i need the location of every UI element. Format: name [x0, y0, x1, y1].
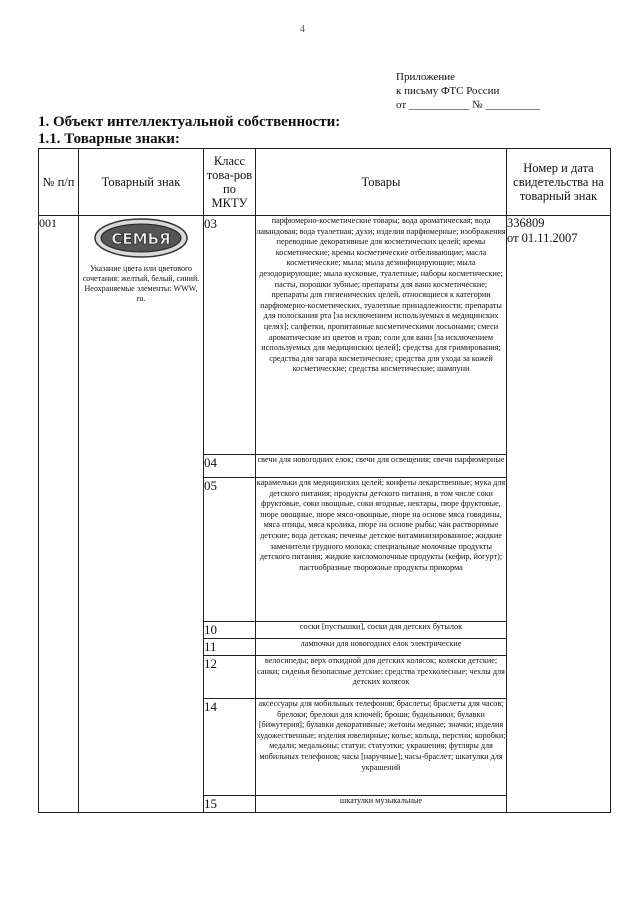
goods-cell: свечи для новогодних елок; свечи для освещения; свечи парфюмерные	[256, 455, 507, 478]
header-class: Класс това-ров по МКТУ	[204, 149, 256, 216]
page-number: 4	[300, 24, 305, 35]
header-certificate: Номер и дата свидетельства на товарный знак	[507, 149, 611, 216]
header-goods: Товары	[256, 149, 507, 216]
goods-cell: шкатулки музыкальные	[256, 796, 507, 813]
certificate-cell	[507, 216, 611, 813]
class-cell: 10	[204, 622, 256, 639]
header-number: № п/п	[39, 149, 79, 216]
certificate-number: 336809	[507, 216, 545, 230]
class-cell: 03	[204, 216, 256, 455]
goods-cell: парфюмерно-косметические товары; вода ароматическая; вода лавандовая; вода туалетная; духи; изделия парфюмерные; изображения переводные декоративные для косметических целей; кремы косметические; кремы косметические отбеливающие; масла косметические; мыла; мыла дезинфицирующие; мыла дезодорирующие; мыла кусковые, туалетные; наборы косметические; пасты, порошки зубные; препараты для ванн косметические; препараты для гигиенических целей, относящиеся к категории парфюмерно-косметических, туалетные принадлежности; препараты для полоскания рта [за исключением используемых в медицинских целях]; салфетки, пропитанные косметическими лосьонами; смеси ароматические из цветов и трав; соли для ванн [за исключением используемых для медицинских целей]; средства для гримирования; средства для загара косметические; средства для ухода за кожей косметические; средства косметические; шампуни	[256, 216, 507, 455]
certificate-date: от 01.11.2007	[507, 231, 578, 245]
appendix-block	[396, 70, 540, 112]
table-header-row	[39, 149, 611, 216]
subsection-heading: 1.1. Товарные знаки:	[38, 131, 180, 147]
goods-cell: лампочки для новогодних елок электрические	[256, 639, 507, 656]
class-cell: 12	[204, 656, 256, 699]
goods-cell: велосипеды; верх откидной для детских колясок; коляски детские; санки; сиденья безопасные детские; средства трехколесные; чехлы для детских колясок	[256, 656, 507, 699]
class-cell: 11	[204, 639, 256, 656]
trademark-cell	[79, 216, 204, 813]
goods-cell: карамельки для медицинских целей; конфеты лекарственные; мука для детского питания; продукты детского питания, в том числе соки фруктовые, соки овощные, соки ягодные, нектары, пюре фруктовые, пюре овощные, пюре мясо-овощные, пюре на основе мяса говядины, мяса птицы, мяса кролика, пюре на основе рыбы; чаи растворимые детские; вода детская; печенье детское витаминизированное; жидкие заменители грудного молока; специальные молочные продукты детского питания; жидкие кисломолочные продукты (кефир, йогурт); пастообразные творожные продукты прикорма	[256, 478, 507, 622]
appendix-title: Приложение	[396, 71, 456, 83]
class-cell: 14	[204, 699, 256, 796]
appendix-letter-ref: к письму ФТС России	[396, 85, 500, 97]
section-heading: 1. Объект интеллектуальной собственности:	[38, 114, 341, 130]
header-trademark: Товарный знак	[79, 149, 204, 216]
table-row	[39, 216, 611, 455]
trademark-colors-note: Указание цвета или цветового сочетания: желтый, белый, синий.	[82, 264, 200, 283]
trademark-table	[38, 148, 611, 813]
goods-cell: аксессуары для мобильных телефонов; браслеты; браслеты для часов; брелоки; брелоки для ключей; броши; будильники; булавки [бижутерия]; булавки декоративные; жетоны медные; значки; изделия художественные; изделия ювелирные; колье; кольца, перстни; коробки; медали; медальоны; статуи; статуэтки; украшения; футляры для мобильных телефонов; часы [наручные]; часы-браслет; шкатулки для украшений	[256, 699, 507, 796]
class-cell: 05	[204, 478, 256, 622]
trademark-logo-image	[93, 216, 189, 260]
logo-text: СЕМЬЯ	[111, 230, 171, 248]
class-cell: 04	[204, 455, 256, 478]
goods-cell: соски [пустышки], соски для детских бутылок	[256, 622, 507, 639]
trademark-unprotected-note: Неохраняемые элементы: WWW, ru.	[84, 284, 198, 303]
appendix-date-number: от ___________ № __________	[396, 99, 541, 111]
row-number: 001	[39, 216, 79, 813]
class-cell: 15	[204, 796, 256, 813]
